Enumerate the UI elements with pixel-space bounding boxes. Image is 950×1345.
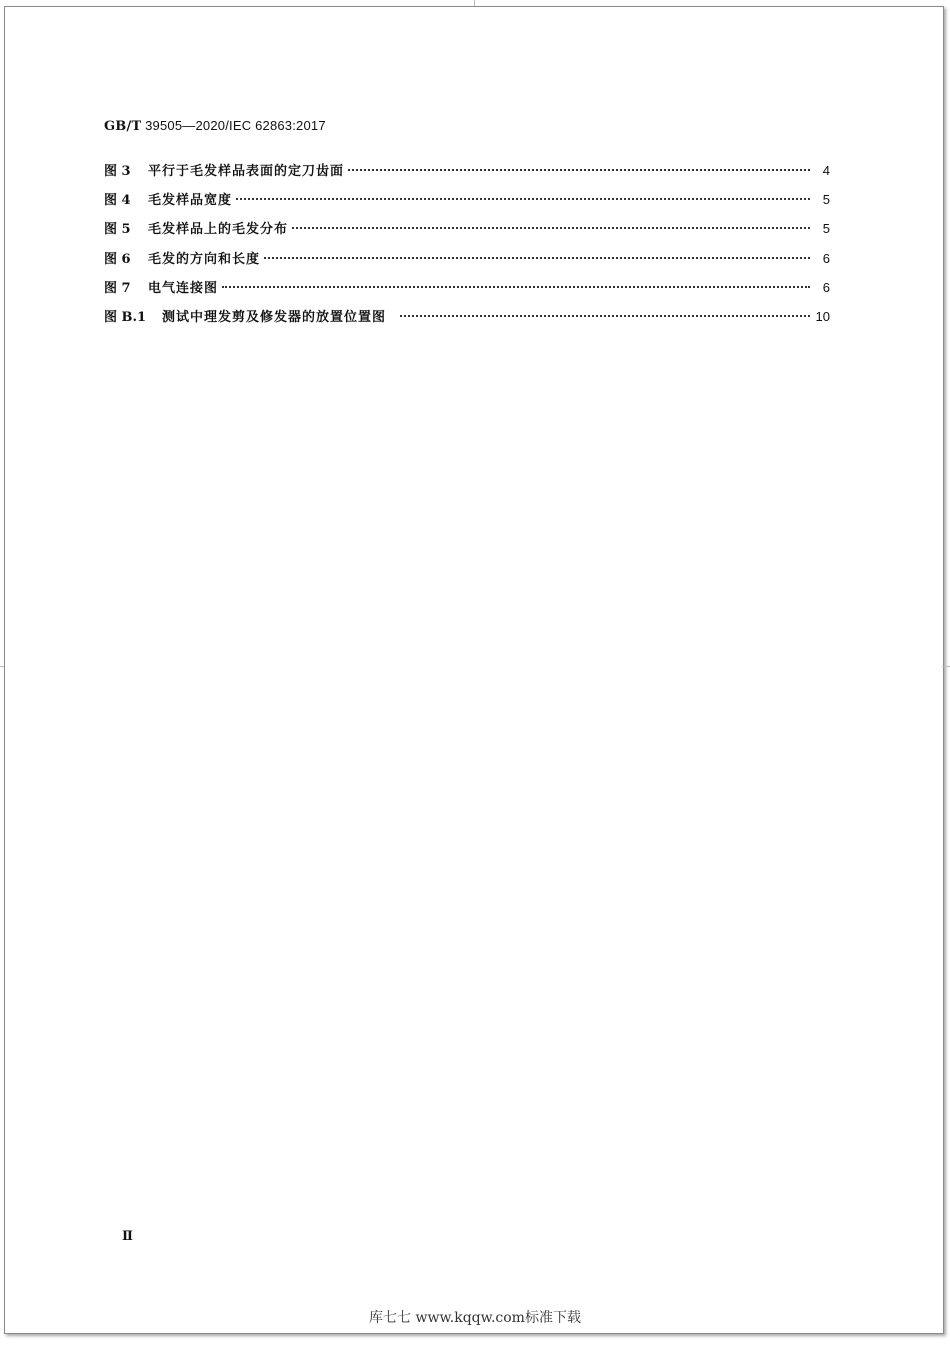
figure-list (104, 160, 830, 335)
figure-title: 毛发样品宽度 (148, 193, 233, 209)
figure-number: 图 4 (104, 193, 131, 209)
page-ref: 5 (822, 192, 830, 208)
toc-row[interactable] (104, 277, 830, 306)
leader-dots (400, 315, 810, 317)
crop-mark-top (474, 0, 475, 6)
figure-number: 图 7 (104, 280, 131, 296)
page-ref: 10 (815, 308, 830, 324)
figure-number: 图 5 (104, 222, 131, 238)
standard-header (104, 118, 326, 134)
toc-row[interactable] (104, 218, 830, 247)
toc-row[interactable] (104, 160, 830, 189)
toc-entry-label (104, 218, 288, 237)
toc-entry-label (104, 248, 260, 267)
figure-title: 电气连接图 (148, 280, 219, 296)
page-ref: 5 (822, 221, 830, 237)
figure-title: 测试中理发剪及修发器的放置位置图 (162, 309, 387, 325)
figure-number: 图 3 (104, 164, 131, 179)
figure-title: 毛发样品上的毛发分布 (148, 222, 289, 238)
standard-id: GB/T (104, 119, 142, 134)
leader-dots (222, 286, 810, 288)
figure-number: 图 B.1 (104, 309, 147, 325)
page-ref: 4 (822, 163, 830, 178)
page-number: Ⅱ (122, 1229, 133, 1244)
toc-row[interactable] (104, 306, 830, 335)
figure-title: 毛发的方向和长度 (148, 251, 261, 267)
toc-entry-label (104, 277, 218, 296)
footer-watermark: 库七七 www.kqqw.com标准下载 (369, 1310, 581, 1326)
leader-dots (292, 227, 810, 229)
toc-entry-label (104, 306, 386, 325)
leader-dots (236, 198, 810, 200)
leader-dots (264, 257, 810, 259)
figure-title: 平行于毛发样品表面的定刀齿面 (148, 164, 345, 179)
page-ref: 6 (822, 250, 830, 266)
leader-dots (348, 169, 810, 171)
page-ref: 6 (822, 279, 830, 295)
standard-number: 39505—2020/IEC 62863:2017 (141, 118, 326, 133)
crop-mark-left (0, 666, 4, 667)
toc-entry-label (104, 189, 232, 208)
toc-entry-label (104, 160, 344, 179)
toc-row[interactable] (104, 248, 830, 277)
crop-mark-right (942, 666, 950, 667)
figure-number: 图 6 (104, 251, 131, 267)
toc-row[interactable] (104, 189, 830, 218)
